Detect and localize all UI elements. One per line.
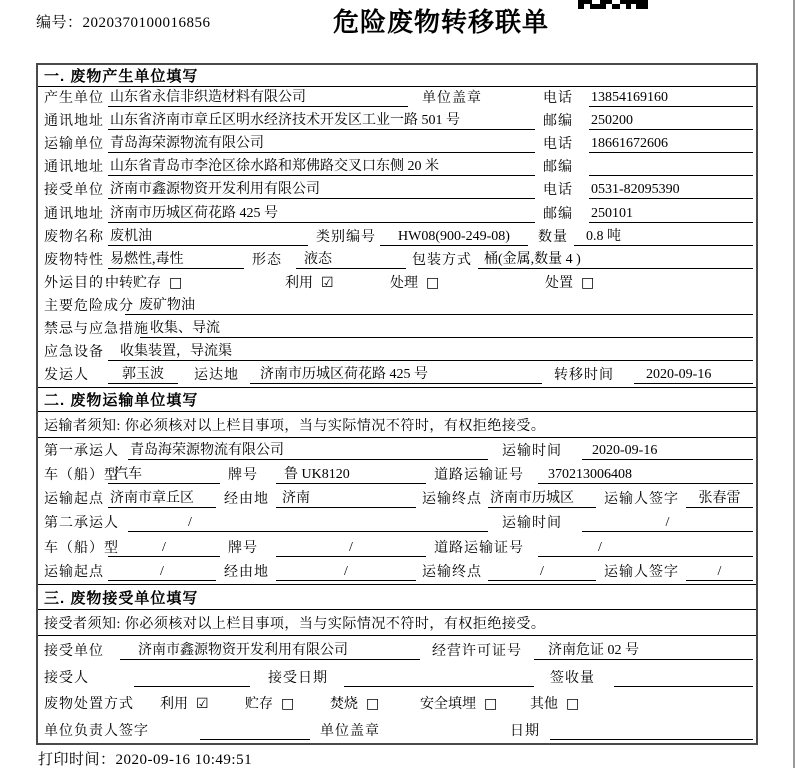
receiver-phone-label: 电话 [543,183,573,199]
transfer-time-label: 转移时间 [554,368,614,384]
transporter-phone-label: 电话 [543,137,573,153]
row-transport-notice [38,412,756,438]
serial-label: 编号： [36,15,83,31]
plate2-label: 牌号 [228,540,258,556]
accept-unit-label: 接受单位 [44,643,104,659]
row-vehicle2 [38,535,756,559]
route1-end-value: 济南市历城区 [488,487,596,508]
route2-via-label: 经由地 [224,565,269,580]
row-equipment [38,341,756,364]
row-hazard [38,295,756,318]
disposal-label: 废物处置方式 [44,697,134,713]
row-signature [38,716,756,743]
row-producer [38,87,756,110]
purpose-option-storage [105,272,285,292]
option-label: 安全填埋 [420,697,476,713]
transporter-value: 青岛海荣源物流有限公司 [108,132,535,153]
permit-value: 济南危证 02 号 [534,639,753,660]
checkbox-checked-icon: ☑ [196,696,209,713]
checkbox-unchecked-icon: □ [566,696,580,713]
waste-traits-value: 易燃性,毒性 [108,248,244,269]
option-label: 利用 [285,275,313,291]
producer-zip-label: 邮编 [543,114,573,130]
transporter-zip-value [589,160,753,176]
receiver-phone-value: 0531-82095390 [589,182,753,199]
plate1-value: 鲁 UK8120 [276,463,426,484]
route2-start-value: / [108,564,216,581]
checkbox-unchecked-icon: □ [169,274,183,291]
plate1-label: 牌号 [228,467,258,483]
producer-phone-value: 13854169160 [589,90,753,107]
waste-code-value: HW08(900-249-08) [380,229,528,246]
accept-notice-text: 接受者须知: 你必须核对以上栏目事项，当与实际情况不符时，有权拒绝接受。 [44,616,546,632]
accept-date-label: 接受日期 [268,670,328,686]
producer-seal-label: 单位盖章 [422,91,482,107]
carrier2-time-value: / [582,515,753,532]
license2-value: / [538,540,753,557]
row-route2 [38,560,756,584]
row-transporter [38,133,756,156]
carrier2-value: / [128,515,488,532]
disposal-option-use [160,693,245,713]
dispatcher-label: 发运人 [44,368,89,384]
checkbox-unchecked-icon: □ [426,274,440,291]
waste-qty-value: 0.8 吨 [574,225,753,246]
equipment-label: 应急设备 [44,345,104,361]
transporter-label: 运输单位 [44,137,104,153]
disposal-option-other [530,693,579,713]
option-label: 其他 [530,697,558,713]
row-waste-name [38,226,756,249]
page-title: 危险废物转移联单 [333,7,550,37]
dispatcher-value: 郭玉波 [108,363,178,384]
carrier1-time-label: 运输时间 [502,443,562,459]
transfer-time-value: 2020-09-16 [634,367,753,384]
plate2-value: / [276,540,426,557]
receipt-qty-value [614,671,753,687]
waste-pack-label: 包装方式 [412,252,472,268]
option-label: 处置 [545,275,573,291]
receiver-address-value: 济南市历城区荷花路 425 号 [108,202,535,223]
row-dispatch [38,364,756,387]
option-label: 中转贮存 [105,275,161,291]
route1-end-label: 运输终点 [422,492,482,508]
checkbox-unchecked-icon: □ [581,274,595,291]
accept-unit-value: 济南市鑫源物资开发利用有限公司 [120,639,420,660]
waste-name-label: 废物名称 [44,229,104,245]
license1-label: 道路运输证号 [434,467,524,483]
route1-sign-value: 张春雷 [686,487,753,508]
checkbox-unchecked-icon: □ [281,696,295,713]
waste-traits-label: 废物特性 [44,252,104,268]
print-time-label: 打印时间： [38,752,116,768]
disposal-option-landfill [420,693,530,713]
transporter-address-label: 通讯地址 [44,160,104,176]
route1-sign-label: 运输人签字 [604,492,679,508]
acceptor-value [134,671,250,687]
disposal-option-store [245,693,330,713]
producer-address-value: 山东省济南市章丘区明水经济技术开发区工业一路 501 号 [108,109,535,130]
purpose-label: 外运目的： [44,275,119,291]
serial-number [36,11,211,32]
license1-value: 370213006408 [538,467,753,484]
unit-seal-label: 单位盖章 [320,724,380,740]
waste-name-value: 废机油 [108,225,308,246]
receipt-qty-label: 签收量 [550,670,595,686]
producer-phone-label: 电话 [543,91,573,107]
route1-via-value: 济南 [276,487,416,508]
option-label: 贮存 [245,697,273,713]
producer-label: 产生单位 [44,91,104,107]
destination-value: 济南市历城区荷花路 425 号 [250,363,542,384]
row-waste-traits [38,249,756,272]
transporter-address-value: 山东省青岛市李沧区徐水路和郑佛路交叉口东侧 20 米 [108,155,535,176]
waste-form-value: 液态 [296,248,406,269]
route2-end-value: / [488,564,596,581]
sign-date-value [550,724,753,740]
permit-label: 经营许可证号 [432,643,522,659]
waste-code-label: 类别编号 [316,229,376,245]
producer-zip-value: 250200 [589,113,753,130]
transport-notice-text: 运输者须知: 你必须核对以上栏目事项，当与实际情况不符时，有权拒绝接受。 [44,418,546,434]
hazard-label: 主要危险成分 [44,298,134,314]
carrier2-time-label: 运输时间 [502,516,562,532]
producer-value: 山东省永信非织造材料有限公司 [108,86,408,107]
vehicle2-label: 车（船）型 [44,540,119,556]
serial-value: 2020370100016856 [82,15,211,31]
taboo-value: 收集、导流 [140,317,753,338]
carrier2-label: 第二承运人 [44,516,119,532]
waste-form-label: 形态 [252,252,282,268]
route1-start-value: 济南市章丘区 [108,487,216,508]
print-time [38,748,252,769]
purpose-option-dispose [545,272,594,292]
section2-header: 二. 废物运输单位填写 [38,387,756,412]
hazard-value: 废矿物油 [125,294,753,315]
row-transporter-address [38,156,756,179]
row-carrier2 [38,511,756,535]
carrier1-time-value: 2020-09-16 [582,443,753,460]
receiver-address-label: 通讯地址 [44,206,104,222]
carrier1-label: 第一承运人 [44,443,119,459]
scan-edge-line [793,0,795,768]
purpose-option-treat [390,272,545,292]
route1-start-label: 运输起点 [44,492,104,508]
route2-sign-value: / [686,564,753,581]
section1-header: 一. 废物产生单位填写 [38,65,756,87]
row-producer-address [38,110,756,133]
vehicle2-value: / [108,540,220,557]
transporter-phone-value: 18661672606 [589,136,753,153]
option-label: 利用 [160,697,188,713]
checkbox-checked-icon: ☑ [321,274,334,291]
row-taboo [38,318,756,341]
row-receiver-address [38,202,756,225]
receiver-label: 接受单位 [44,183,104,199]
receiver-value: 济南市鑫源物资开发利用有限公司 [108,178,535,199]
producer-address-label: 通讯地址 [44,114,104,130]
receiver-zip-label: 邮编 [543,206,573,222]
disposal-option-burn [330,693,420,713]
section3-header: 三. 废物接受单位填写 [38,584,756,610]
transporter-zip-label: 邮编 [543,160,573,176]
signature-value [200,724,310,740]
row-accept-unit [38,636,756,663]
row-route1 [38,487,756,511]
route1-via-label: 经由地 [224,492,269,508]
checkbox-unchecked-icon: □ [484,696,498,713]
receiver-zip-value: 250101 [589,206,753,223]
route2-via-value: / [276,564,416,581]
taboo-label: 禁忌与应急措施 [44,322,149,338]
row-accept-notice [38,610,756,636]
sign-date-label: 日期 [510,724,540,740]
row-disposal [38,690,756,717]
destination-label: 运达地 [194,368,239,384]
manifest-form [36,63,758,745]
waste-pack-value: 桶(金属,数量 4 ) [478,248,753,269]
purpose-option-use [285,272,390,292]
print-time-value: 2020-09-16 10:49:51 [115,752,253,768]
producer-cell [108,86,543,107]
row-carrier1 [38,438,756,462]
row-vehicle1 [38,463,756,487]
route2-sign-label: 运输人签字 [604,565,679,580]
checkbox-unchecked-icon: □ [366,696,380,713]
option-label: 处理 [390,275,418,291]
equipment-value: 收集装置，导流渠 [108,340,753,361]
vehicle1-label: 车（船）型 [44,467,119,483]
row-receiver [38,179,756,202]
route2-end-label: 运输终点 [422,565,482,580]
route2-start-label: 运输起点 [44,565,104,580]
row-purpose [38,272,756,295]
license2-label: 道路运输证号 [434,540,524,556]
row-acceptor [38,663,756,690]
signature-label: 单位负责人签字 [44,724,149,740]
accept-date-value [344,671,534,687]
qr-code-fragment-icon [578,0,650,9]
waste-qty-label: 数量 [538,229,568,245]
acceptor-label: 接受人 [44,670,89,686]
option-label: 焚烧 [330,697,358,713]
carrier1-value: 青岛海荣源物流有限公司 [128,439,488,460]
vehicle1-value: 汽车 [108,463,220,484]
